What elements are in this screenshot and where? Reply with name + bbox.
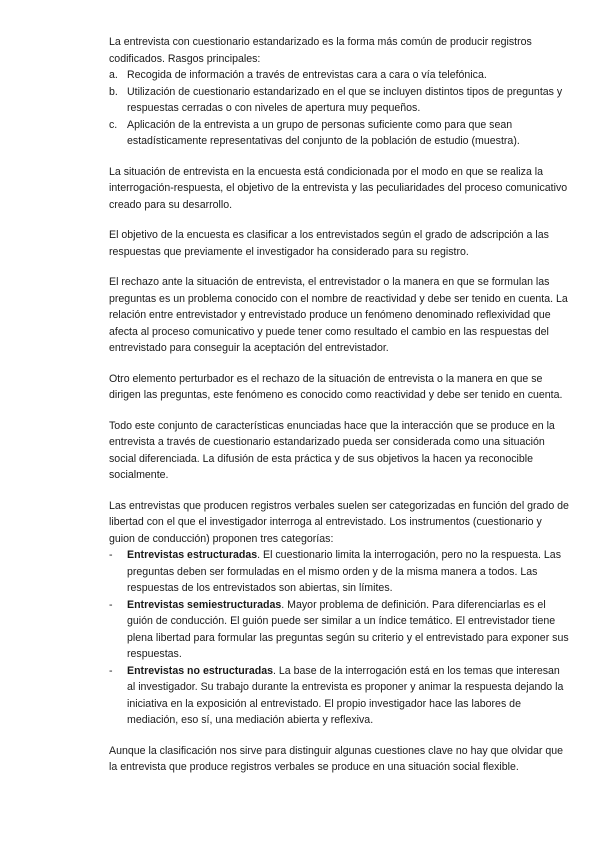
list-marker: - [109,664,113,677]
list-item-text: . El cuestionario limita la interrogación, pero no la respuesta. Las preguntas deben ser formuladas en el mismo orden y de la misma manera a todos. Las respuestas de los entrevistados son abiertas, sin límites. [127,549,561,594]
list-item-term: Entrevistas semiestructuradas [127,598,282,611]
paragraph-perturbador: Otro elemento perturbador es el rechazo de la situación de entrevista o la manera en que se dirigen las preguntas, este fenómeno es conocido como reactividad y debe ser tenido en cuenta. [109,372,563,401]
list-item [109,663,569,729]
paragraph-objetivo: El objetivo de la encuesta es clasificar a los entrevistados según el grado de adscripción a las respuestas que previamente el investigador ha considerado para su registro. [109,229,549,258]
features-list [109,67,569,150]
list-marker: - [109,549,113,561]
list-item-text: . La base de la interrogación está en los temas que interesan al investigador. Su trabajo durante la entrevista es proponer y animar la respuesta dejando la iniciativa en la exposición al entrevistado. El propio investigador hace las labores de mediación, eso sí, una mediación abierta y reflexiva. [127,664,564,726]
list-item [109,84,569,117]
list-item-text: Utilización de cuestionario estandarizado en el que se incluyen distintos tipos de preguntas y respuestas cerradas o con niveles de apertura muy pequeños. [127,85,563,114]
paragraph-rechazo: El rechazo ante la situación de entrevista, el entrevistador o la manera en que se formulan las preguntas es un problema conocido con el nombre de reactividad y debe ser tenido en cuenta. La relación entre entrevistador y entrevistado produce un fenómeno denominado reflexividad que afecta al proceso comunicativo y puede tener como resultado el cambio en las respuestas del entrevistado para conseguir la aceptación del entrevistador. [109,276,568,354]
list-marker: a. [109,69,118,81]
interview-types-list [109,547,569,729]
intro-paragraph: La entrevista con cuestionario estandarizado es la forma más común de producir registros codificados. Rasgos principales: [109,36,532,65]
list-item-text: Recogida de información a través de entrevistas cara a cara o vía telefónica. [127,69,487,81]
list-item-text: . Mayor problema de definición. Para diferenciarlas es el guión de conducción. El guión puede ser similar a un índice temático. El entrevistador tiene plena libertad para formular las preguntas según su criterio y el entrevistado para exponer sus respuestas. [127,598,569,660]
paragraph-conjunto: Todo este conjunto de características enunciadas hace que la interacción que se produce en la entrevista a través de cuestionario estandarizado pueda ser considerada como una situación social diferenciada. La difusión de esta práctica y de sus objetivos la hacen ya reconocible socialmente. [109,419,555,481]
list-item [109,547,569,597]
list-item [109,597,569,663]
list-item-term: Entrevistas estructuradas [127,549,258,561]
list-item-term: Entrevistas no estructuradas [127,664,274,677]
list-item [109,117,569,150]
list-marker: c. [109,118,118,131]
list-item-text: Aplicación de la entrevista a un grupo de personas suficiente como para que sean estadísticamente representativas del conjunto de la población de estudio (muestra). [127,118,520,147]
types-intro-paragraph: Las entrevistas que producen registros verbales suelen ser categorizadas en función del grado de libertad con el que el investigador interroga al entrevistado. Los instrumentos (cuestionario y guion de conducción) proponen tres categorías: [109,499,569,545]
list-marker: - [109,598,113,611]
paragraph-situacion: La situación de entrevista en la encuesta está condicionada por el modo en que se realiza la interrogación-respuesta, el objetivo de la entrevista y las peculiaridades del proceso comunicativo creado para su desarrollo. [109,165,568,211]
list-item [109,67,569,84]
list-marker: b. [109,85,118,98]
document-page [109,34,569,790]
closing-paragraph: Aunque la clasificación nos sirve para distinguir algunas cuestiones clave no hay que olvidar que la entrevista que produce registros verbales se produce en una situación social flexible. [109,744,564,773]
